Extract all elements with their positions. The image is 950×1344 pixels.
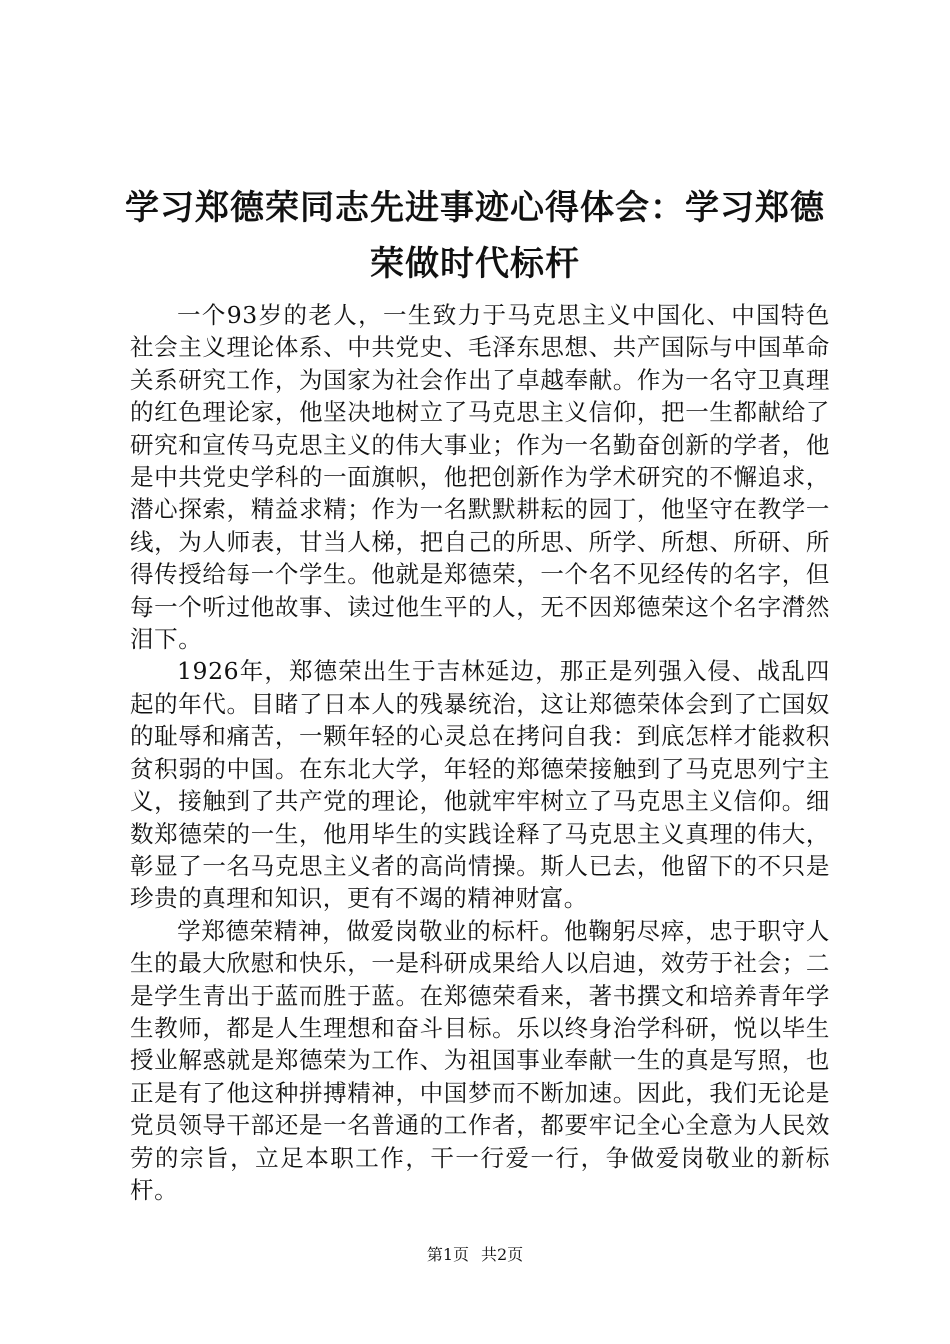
paragraph-1: 一个93岁的老人，一生致力于马克思主义中国化、中国特色社会主义理论体系、中共党史、毛泽东思想、共产国际与中国革命关系研究工作，为国家为社会作出了卓越奉献。作为一名守卫真理的红色理论家，他坚决地树立了马克思主义信仰，把一生都献给了研究和宣传马克思主义的伟大事业；作为一名勤奋创新的学者，他是中共党史学科的一面旗帜，他把创新作为学术研究的不懈追求，潜心探索，精益求精；作为一名默默耕耘的园丁，他坚守在教学一线，为人师表，甘当人梯，把自己的所思、所学、所想、所研、所得传授给每一个学生。他就是郑德荣，一个名不见经传的名字，但每一个听过他故事、读过他生平的人，无不因郑德荣这个名字潸然泪下。 — [130, 301, 830, 654]
page-footer — [0, 1244, 950, 1266]
title-line-2: 荣做时代标杆 — [370, 244, 580, 284]
title-line-1: 学习郑德荣同志先进事迹心得体会：学习郑德 — [125, 188, 825, 228]
paragraph-3: 学郑德荣精神，做爱岗敬业的标杆。他鞠躬尽瘁，忠于职守人生的最大欣慰和快乐，一是科研成果给人以启迪，效劳于社会；二是学生青出于蓝而胜于蓝。在郑德荣看来，著书撰文和培养青年学生教师，都是人生理想和奋斗目标。乐以终身治学科研，悦以毕生授业解惑就是郑德荣为工作、为祖国事业奉献一生的真是写照，也正是有了他这种拼搏精神，中国梦而不断加速。因此，我们无论是党员领导干部还是一名普通的工作者，都要牢记全心全意为人民效劳的宗旨，立足本职工作，干一行爱一行，争做爱岗敬业的新标杆。 — [130, 916, 830, 1204]
document-body — [130, 299, 830, 1206]
page-number-current: 第1页 — [426, 1245, 469, 1264]
page-number-total: 共2页 — [481, 1245, 524, 1264]
document-title — [110, 180, 840, 292]
paragraph-2: 1926年，郑德荣出生于吉林延边，那正是列强入侵、战乱四起的年代。目睹了日本人的残暴统治，这让郑德荣体会到了亡国奴的耻辱和痛苦，一颗年轻的心灵总在拷问自我：到底怎样才能救积贫积弱的中国。在东北大学，年轻的郑德荣接触到了马克思列宁主义，接触到了共产党的理论，他就牢牢树立了马克思主义信仰。细数郑德荣的一生，他用毕生的实践诠释了马克思主义真理的伟大，彰显了一名马克思主义者的高尚情操。斯人已去，他留下的不只是珍贵的真理和知识，更有不竭的精神财富。 — [130, 657, 830, 913]
